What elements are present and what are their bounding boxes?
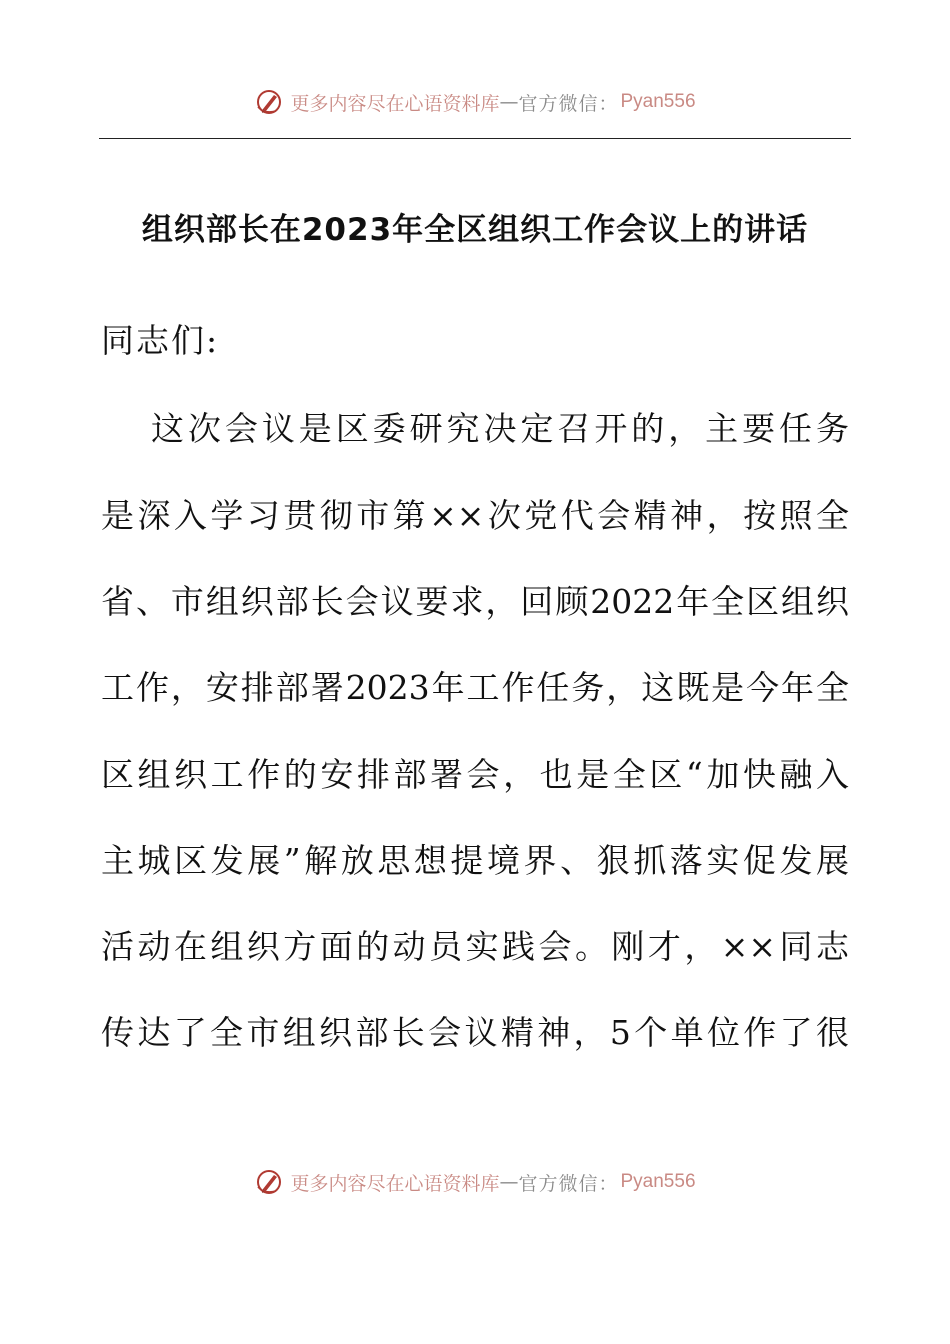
header-banner [0, 84, 950, 120]
paragraph-line: 省、市组织部长会议要求，回顾2022年全区组织 [101, 582, 849, 621]
banner-wechat-id: Pyan556 [620, 1171, 696, 1192]
header-divider [99, 138, 851, 139]
banner-dash: — [499, 91, 519, 113]
paragraph-line: 区组织工作的安排部署会，也是全区“加快融入 [101, 755, 849, 794]
pen-logo-icon [254, 1167, 284, 1197]
paragraph-line: 工作，安排部署2023年工作任务，这既是今年全 [101, 668, 849, 707]
document-title: 组织部长在2023年全区组织工作会议上的讲话 [141, 212, 809, 248]
banner-wechat-label: 官方微信： [518, 1172, 619, 1195]
banner-dash: — [499, 1171, 519, 1193]
banner-main-text: 更多内容尽在心语资料库 [290, 92, 500, 115]
paragraph-line: 这次会议是区委研究决定召开的，主要任务 [151, 409, 849, 448]
pen-logo-icon [254, 87, 284, 117]
paragraph-line: 主城区发展”解放思想提境界、狠抓落实促发展 [101, 841, 849, 880]
banner-main-text: 更多内容尽在心语资料库 [290, 1172, 500, 1195]
paragraph-line: 活动在组织方面的动员实践会。刚才，××同志 [101, 927, 849, 966]
banner-wechat-id: Pyan556 [620, 91, 696, 112]
banner-wechat-label: 官方微信： [518, 92, 619, 115]
salutation: 同志们: [101, 321, 220, 360]
paragraph-line: 传达了全市组织部长会议精神，5个单位作了很 [101, 1013, 849, 1052]
footer-banner [0, 1164, 950, 1200]
paragraph-line: 是深入学习贯彻市第××次党代会精神，按照全 [101, 496, 849, 535]
